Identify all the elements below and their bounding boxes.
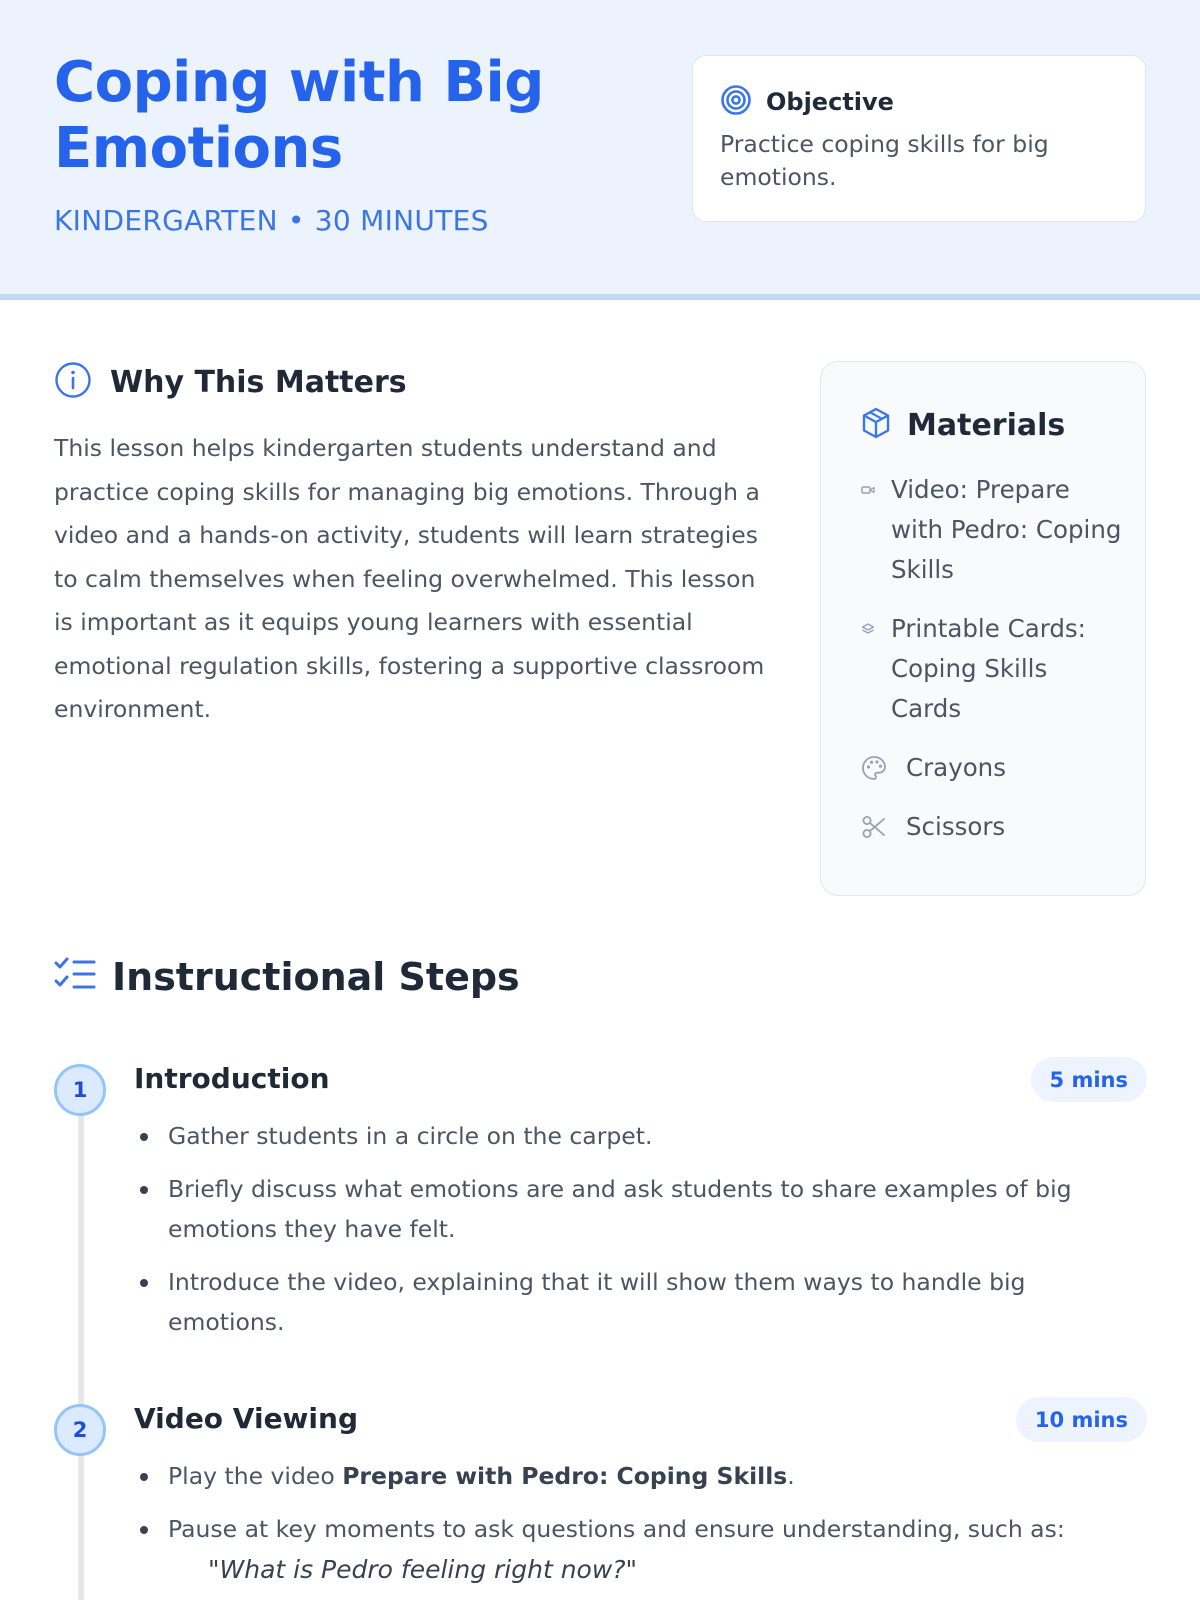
step-bullet: Pause at key moments to ask questions and ensure understanding, such as: [134,1509,1094,1549]
objective-label: Objective [766,88,894,116]
material-label: Scissors [906,812,1006,841]
objective-header [720,86,1119,118]
meta-separator: • [287,204,305,237]
list-checks-icon [54,957,112,997]
grade-level: KINDERGARTEN [54,204,278,237]
lesson-duration: 30 MINUTES [314,204,489,237]
step-bullet: Briefly discuss what emotions are and ask students to share examples of big emotions they have felt. [134,1169,1094,1249]
bullet-text: . [787,1462,795,1490]
steps-section-header [54,952,520,1002]
materials-list [861,470,1125,847]
step-number-badge: 2 [54,1404,106,1456]
material-label: Printable Cards: Coping Skills Cards [891,614,1086,723]
step-time-badge: 5 mins [1031,1057,1147,1102]
material-item [861,807,1125,847]
layers-icon [861,609,891,649]
video-icon [861,470,891,510]
material-label: Video: Prepare with Pedro: Coping Skills [891,475,1122,584]
materials-header [861,406,1125,444]
materials-title: Materials [907,407,1066,443]
target-icon [720,84,766,120]
objective-card [692,55,1146,222]
materials-card [820,361,1146,896]
lesson-meta [54,204,489,237]
objective-text: Practice coping skills for big emotions. [720,130,1049,191]
bullet-text: Play the video [168,1462,343,1490]
step-bullet: Gather students in a circle on the carpet. [134,1116,1094,1156]
example-question-quote: "What is Pedro feeling right now?" [208,1555,638,1584]
step-bullet-list [134,1456,1094,1562]
palette-icon [861,748,906,788]
page-title: Coping with Big Emotions [54,50,544,181]
step-time-badge: 10 mins [1016,1397,1147,1442]
scissors-icon [861,807,906,847]
material-item [861,470,1125,590]
step-number-badge: 1 [54,1064,106,1116]
why-section-header [54,362,407,402]
info-icon [54,361,110,403]
why-title: Why This Matters [110,364,407,400]
step-bullet [134,1456,1094,1496]
step-bullet: Introduce the video, explaining that it will show them ways to handle big emotions. [134,1262,1094,1342]
material-label: Crayons [906,753,1006,782]
package-icon [861,407,907,443]
timeline-line [78,1090,84,1600]
step-title: Introduction [134,1062,330,1095]
step-title: Video Viewing [134,1402,358,1435]
step-bullet-list [134,1116,1094,1355]
material-item [861,748,1125,788]
lesson-header [0,0,1200,300]
why-text: This lesson helps kindergarten students understand and practice coping skills for managing big emotions. Through a video and a hands-on activity, students will learn strategies to calm themselves when feeling overwhelmed. This lesson is important as it equips young learners with essential emotional regulation skills, fostering a supportive classroom environment. [54,434,765,723]
steps-title: Instructional Steps [112,955,520,999]
video-title-bold: Prepare with Pedro: Coping Skills [342,1462,788,1490]
material-item [861,609,1125,729]
